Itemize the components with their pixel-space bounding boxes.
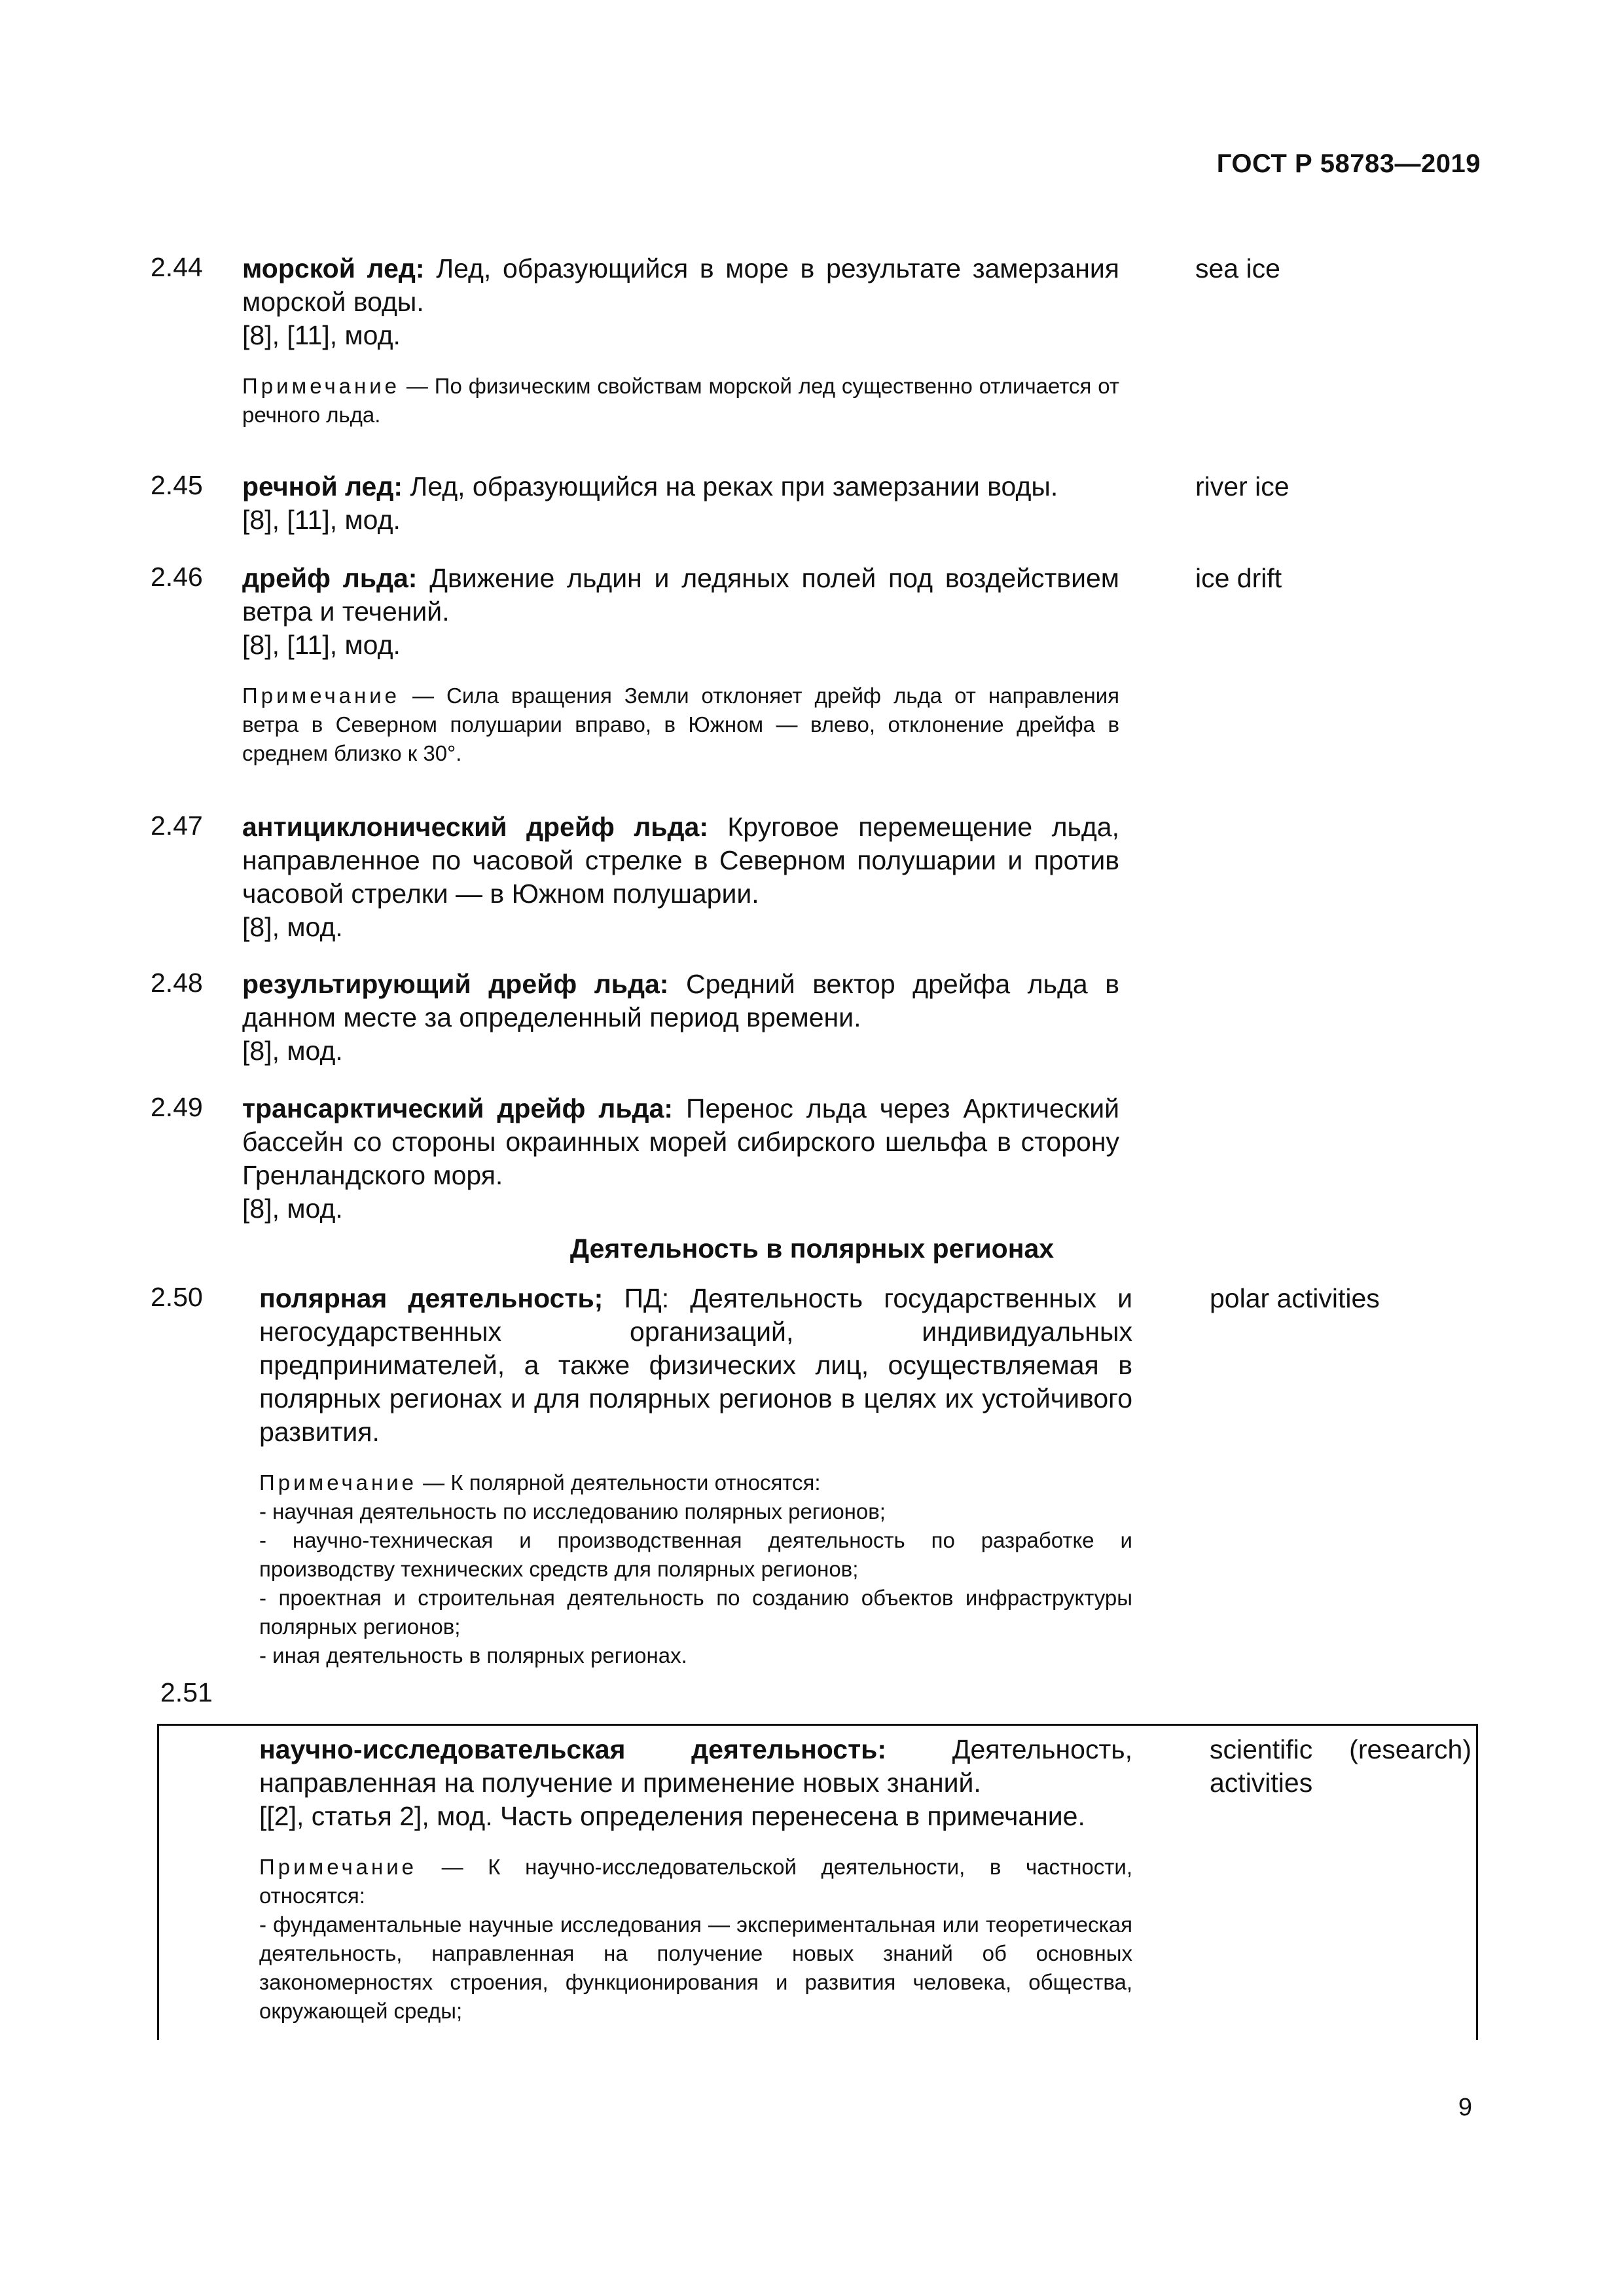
note-label: Примечание	[242, 374, 401, 398]
definition: Лед, образующийся на реках при замерзании воды.	[403, 471, 1058, 501]
entry-number: 2.47	[151, 811, 203, 841]
note-text: — Сила вращения Земли отклоняет дрейф льда от направления ветра в Северном полушарии вправо, в Южном — влево, отклонение дрейфа в среднем близко к 30°.	[242, 683, 1119, 765]
term: речной лед:	[242, 471, 403, 501]
english-equivalent: river ice	[1195, 471, 1290, 501]
entry-number: 2.50	[151, 1282, 203, 1312]
note	[259, 1853, 1132, 2026]
english-equivalent: polar activities	[1210, 1283, 1380, 1313]
note-list-item: - фундаментальные научные исследования — экспериментальная или теоретическая деятельность, направленная на получение новых знаний об основных закономерностях строения, функционирования и развития человека, общества, окружающей среды;	[259, 1912, 1132, 2023]
definition: Лед, образующийся в море в результате замерзания морской воды.	[242, 253, 1119, 317]
note-text: — По физическим свойствам морской лед существенно отличается от речного льда.	[242, 374, 1119, 427]
source-reference: [[2], статья 2], мод. Часть определения перенесена в примечание.	[259, 1801, 1085, 1831]
entry-number: 2.44	[151, 252, 203, 282]
definition: Круговое перемещение льда, направленное по часовой стрелке в Северном полушарии и против часовой стрелки — в Южном полушарии.	[242, 812, 1119, 909]
source-reference: [8], мод.	[242, 912, 343, 942]
source-reference: [8], мод.	[242, 1194, 343, 1224]
term: научно-исследовательская деятельность:	[259, 1734, 887, 1764]
entry-body	[242, 562, 1119, 768]
entry-body	[259, 1282, 1132, 1670]
note-intro: — К полярной деятельности относятся:	[417, 1470, 821, 1495]
note-label: Примечание	[259, 1855, 418, 1879]
note-intro: — К научно-исследовательской деятельности, в частности, относятся:	[259, 1855, 1132, 1908]
term: антициклонический дрейф льда:	[242, 812, 708, 842]
note	[242, 372, 1119, 429]
entry-number: 2.46	[151, 562, 203, 592]
note-label: Примечание	[259, 1470, 418, 1495]
entry-number: 2.49	[151, 1092, 203, 1122]
definition: Средний вектор дрейфа льда в данном месте за определенный период времени.	[242, 969, 1119, 1032]
note	[259, 1468, 1132, 1670]
note-list-item: - научно-техническая и производственная деятельность по разработке и производству технических средств для полярных регионов;	[259, 1528, 1132, 1581]
term: полярная деятельность;	[259, 1283, 604, 1313]
definition: Движение льдин и ледяных полей под воздействием ветра и течений.	[242, 563, 1119, 627]
entry-body	[242, 968, 1119, 1068]
definition: ПД: Деятельность государственных и негосударственных организаций, индивидуальных предпринимателей, а также физических лиц, осуществляемая в полярных регионах и для полярных регионов в целях их устойчивого развития.	[259, 1283, 1132, 1447]
document-id: ГОСТ Р 58783—2019	[1216, 149, 1481, 178]
definition: Деятельность, направленная на получение и применение новых знаний.	[259, 1734, 1132, 1798]
source-reference: [8], [11], мод.	[242, 630, 401, 660]
english-equivalent: sea ice	[1195, 253, 1280, 283]
source-reference: [8], [11], мод.	[242, 320, 401, 350]
note-list-item: - проектная и строительная деятельность по созданию объектов инфраструктуры полярных регионов;	[259, 1586, 1132, 1639]
definition: Перенос льда через Арктический бассейн со стороны окраинных морей сибирского шельфа в сторону Гренландского моря.	[242, 1093, 1119, 1190]
entry-number-2-51: 2.51	[160, 1677, 213, 1707]
page-number: 9	[1458, 2094, 1472, 2121]
section-title: Деятельность в полярных регионах	[569, 1233, 1055, 1264]
term: дрейф льда:	[242, 563, 418, 593]
note-list-item: - иная деятельность в полярных регионах.	[259, 1643, 687, 1667]
entry-body	[259, 1733, 1132, 2026]
note	[242, 682, 1119, 768]
entry-body	[242, 252, 1119, 429]
source-reference: [8], [11], мод.	[242, 505, 401, 535]
term: результирующий дрейф льда:	[242, 969, 669, 999]
entry-body	[242, 811, 1119, 944]
entry-body	[242, 470, 1119, 537]
english-equivalent: ice drift	[1195, 563, 1282, 593]
term: трансарктический дрейф льда:	[242, 1093, 674, 1123]
entry-number: 2.45	[151, 470, 203, 500]
source-reference: [8], мод.	[242, 1036, 343, 1066]
entry-body	[242, 1092, 1119, 1226]
note-list-item: - научная деятельность по исследованию полярных регионов;	[259, 1499, 886, 1523]
term: морской лед:	[242, 253, 425, 283]
english-equivalent: scientific (research) activities	[1210, 1734, 1471, 1798]
note-label: Примечание	[242, 683, 401, 708]
entry-number: 2.48	[151, 968, 203, 998]
